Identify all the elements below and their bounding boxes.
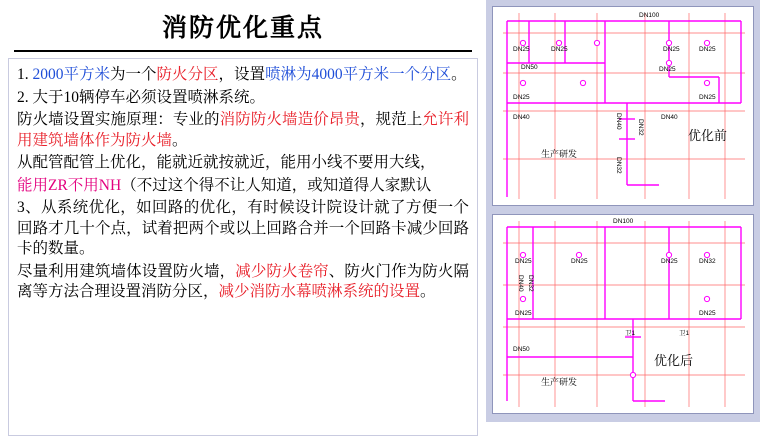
cad-caption-before: 优化前: [687, 128, 727, 143]
p7-seg3: 、防火门作为防火隔离等方法合理设置消防分区，: [17, 262, 469, 300]
paragraph-4: 从配管配管上优化，能就近就按就近，能用小线不要用大线，: [17, 154, 436, 171]
cad-svg-before: [493, 7, 754, 205]
label-b-dn25-b: DN25: [571, 258, 588, 265]
cad-svg-after: [493, 215, 754, 413]
paragraph-7: [17, 262, 469, 303]
cad-diagram-after: [492, 214, 754, 414]
label-b-dn25-c: DN25: [661, 258, 678, 265]
p1-seg5: ，设置: [218, 66, 266, 83]
label-b-dn40-a: DN40: [517, 275, 524, 292]
p3-seg4: 允许利用建筑墙体作为防火墙: [17, 111, 469, 149]
page-title: 消防优化重点: [161, 15, 324, 42]
label-dn100-bot: DN100: [613, 218, 634, 225]
paragraph-2: 2. 大于10辆停车必须设置喷淋系统。: [17, 88, 266, 106]
label-dn40-c: DN40: [615, 113, 622, 130]
cad-caption-after: 优化后: [653, 353, 693, 368]
cad-diagram-before: [492, 6, 754, 206]
label-dn25-b: DN25: [551, 46, 568, 53]
paragraph-5: [17, 176, 469, 197]
label-dn25-g: DN25: [699, 94, 716, 101]
p3-seg2: 消防防火墙造价昂贵: [219, 111, 360, 128]
p7-seg4: 减少消防水幕喷淋系统的设置: [218, 283, 421, 300]
label-dn32-a: DN32: [637, 119, 644, 136]
diagram-panel: [486, 0, 760, 422]
p5-seg1: 能用ZR不用NH: [17, 176, 122, 194]
body-text-box: [8, 58, 478, 436]
label-dn25-a: DN25: [513, 46, 530, 53]
cad-note-after: 生产研发: [541, 377, 578, 387]
p1-seg3: 为一个: [110, 66, 157, 83]
label-b-dn32-b: DN32: [527, 275, 534, 292]
p7-seg5: 。: [420, 283, 436, 300]
label-b-dn25-a: DN25: [515, 258, 532, 265]
label-dn40-a: DN40: [513, 114, 530, 121]
title-underline: [14, 50, 472, 52]
label-b-wei-2: 卫1: [679, 330, 690, 337]
p5-seg2: （不过这个得不让人知道，或知道得人家默认: [121, 176, 432, 194]
label-b-dn25-d: DN25: [515, 310, 532, 317]
p7-seg1: 尽量利用建筑墙体设置防火墙，: [17, 262, 236, 280]
p3-seg1: 防火墙设置实施原理：专业的: [17, 111, 220, 128]
label-b-wei-1: 卫1: [625, 330, 636, 337]
label-dn50-a: DN50: [521, 64, 538, 71]
label-dn40-b: DN40: [661, 114, 678, 121]
label-b-dn32-a: DN32: [699, 258, 716, 265]
p1-seg6: 喷淋为4000平方米一个分区: [265, 66, 452, 83]
p3-seg3: ，规范上: [359, 111, 423, 128]
label-dn25-c: DN25: [663, 46, 680, 53]
label-dn32-b: DN32: [615, 157, 622, 174]
paragraph-1: [17, 65, 469, 86]
paragraph-6: 3、从系统优化，如回路的优化，有时候设计院设计就了方便一个回路才几十个点，试着把两个或以上回路合并一个回路卡减少回路卡的数量。: [17, 199, 469, 257]
p1-seg2: 2000平方米: [32, 66, 111, 83]
p3-seg5: 。: [172, 131, 188, 149]
label-dn25-d: DN25: [699, 46, 716, 53]
cad-note-before: 生产研发: [541, 149, 578, 159]
p1-seg4: 防火分区: [156, 66, 219, 83]
p1-seg1: 1.: [17, 66, 33, 83]
label-dn100-top: DN100: [639, 12, 660, 19]
p1-seg7: 。: [451, 66, 467, 83]
label-b-dn25-e: DN25: [699, 310, 716, 317]
paragraph-3: [17, 110, 469, 151]
p7-seg2: 减少防火卷帘: [235, 262, 329, 280]
label-dn25-f: DN25: [659, 66, 676, 73]
label-dn25-e: DN25: [513, 94, 530, 101]
label-b-dn50: DN50: [513, 346, 530, 353]
